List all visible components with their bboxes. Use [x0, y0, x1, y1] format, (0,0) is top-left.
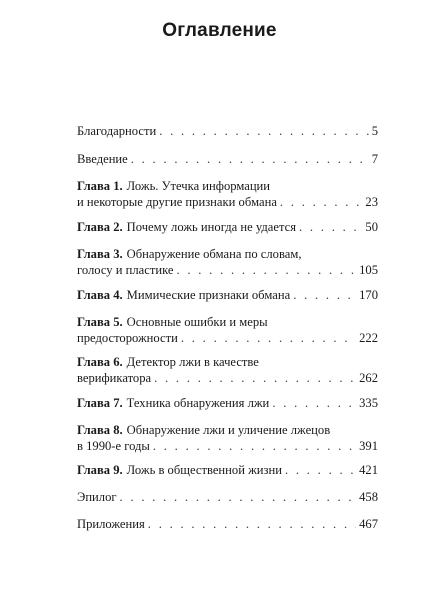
entry-title: Благодарности [77, 124, 157, 138]
dot-leader [153, 438, 356, 454]
dot-leader [293, 287, 356, 303]
entry-title: Почему ложь иногда не удается [126, 220, 296, 234]
page-number: 421 [359, 463, 378, 477]
entry-title: Детектор лжи в качестве [126, 355, 259, 369]
entry-title: Ложь. Утечка информации [126, 179, 271, 193]
page-number: 222 [359, 331, 378, 345]
dot-leader [120, 489, 357, 505]
toc-entry[interactable] [77, 422, 378, 454]
entry-title-cont: верификатора [77, 371, 152, 385]
dot-leader [285, 462, 356, 478]
dot-leader [154, 370, 356, 386]
entry-title: Обнаружение лжи и уличение лжецов [126, 423, 331, 437]
chapter-label: Глава 7. [77, 396, 123, 410]
entry-title: Эпилог [77, 490, 117, 504]
entry-title-cont: в 1990-е годы [77, 439, 150, 453]
entry-title: Введение [77, 152, 128, 166]
entry-title-cont: предосторожности [77, 331, 178, 345]
chapter-label: Глава 2. [77, 220, 123, 234]
chapter-label: Глава 9. [77, 463, 123, 477]
toc-entry[interactable] [77, 123, 378, 139]
dot-leader [148, 516, 356, 532]
dot-leader [280, 194, 362, 210]
dot-leader [159, 123, 369, 139]
page-number: 262 [359, 371, 378, 385]
chapter-label: Глава 5. [77, 315, 123, 329]
chapter-label: Глава 3. [77, 247, 123, 261]
chapter-label: Глава 4. [77, 288, 123, 302]
entry-title: Основные ошибки и меры [126, 315, 268, 329]
page-number: 458 [359, 490, 378, 504]
toc-entry[interactable] [77, 287, 378, 303]
dot-leader [181, 330, 356, 346]
chapter-label: Глава 1. [77, 179, 123, 193]
page-number: 170 [359, 288, 378, 302]
dot-leader [299, 219, 362, 235]
toc-entry[interactable] [77, 516, 378, 532]
toc-entry[interactable] [77, 246, 378, 278]
dot-leader [131, 151, 369, 167]
entry-title: Техника обнаружения лжи [126, 396, 270, 410]
toc-entry[interactable] [77, 219, 378, 235]
toc-entry[interactable] [77, 462, 378, 478]
page-number: 467 [359, 517, 378, 531]
entry-title: Мимические признаки обмана [126, 288, 291, 302]
chapter-label: Глава 8. [77, 423, 123, 437]
dot-leader [176, 262, 356, 278]
toc-entry[interactable] [77, 178, 378, 210]
toc-entry[interactable] [77, 395, 378, 411]
page-number: 335 [359, 396, 378, 410]
page-number: 5 [371, 124, 378, 138]
entry-title: Обнаружение обмана по словам, [126, 247, 302, 261]
page-number: 391 [359, 439, 378, 453]
page-title: Оглавление [162, 20, 277, 41]
toc-entry[interactable] [77, 151, 378, 167]
page-number: 23 [365, 195, 378, 209]
entry-title: Ложь в общественной жизни [126, 463, 282, 477]
entry-title: Приложения [77, 517, 145, 531]
toc-entry[interactable] [77, 354, 378, 386]
entry-title-cont: голосу и пластике [77, 263, 174, 277]
page-number: 7 [371, 152, 378, 166]
toc-entry[interactable] [77, 489, 378, 505]
chapter-label: Глава 6. [77, 355, 123, 369]
page-number: 50 [365, 220, 378, 234]
page-number: 105 [359, 263, 378, 277]
dot-leader [272, 395, 356, 411]
entry-title-cont: и некоторые другие признаки обмана [77, 195, 277, 209]
toc-entry[interactable] [77, 314, 378, 346]
